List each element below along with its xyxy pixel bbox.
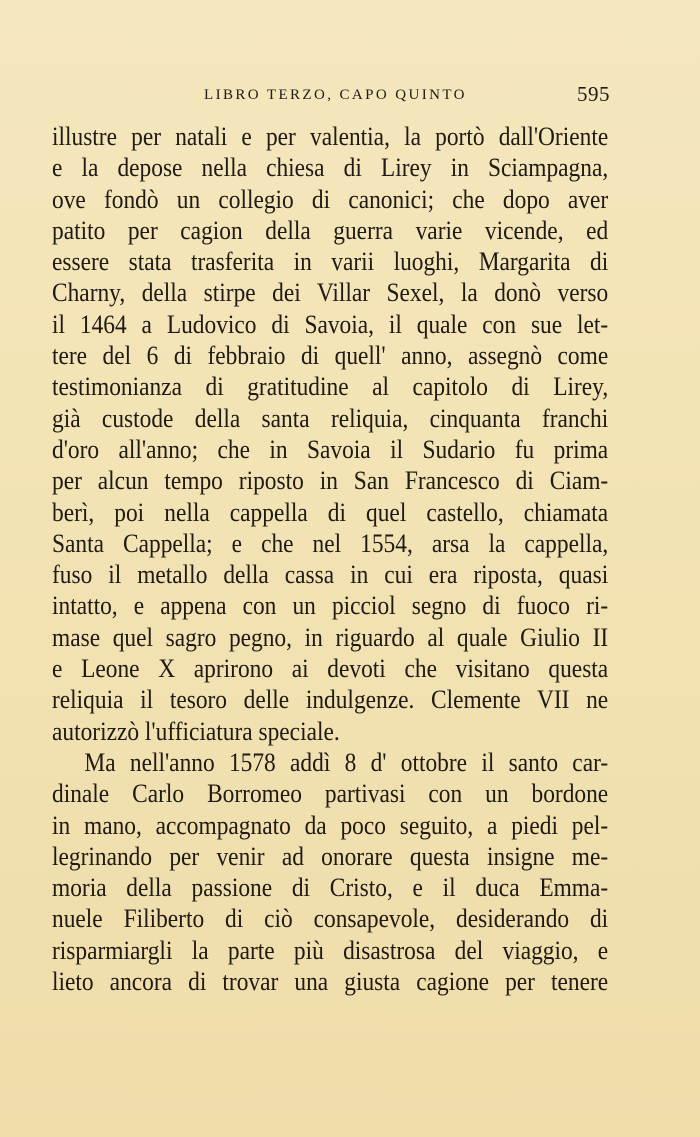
running-title: LIBRO TERZO, CAPO QUINTO: [204, 87, 467, 103]
text-line: fuso il metallo della cassa in cui era riposta, quasi: [52, 560, 609, 590]
text-line: risparmiargli la parte più disastrosa del viaggio, e: [52, 935, 609, 965]
text-line: Charny, della stirpe dei Villar Sexel, la donò verso: [52, 278, 609, 308]
text-line: e la depose nella chiesa di Lirey in Sciampagna,: [52, 153, 609, 183]
page-number: 595: [577, 82, 610, 106]
text-line: Ma nell'anno 1578 addì 8 d' ottobre il santo car-: [84, 747, 609, 777]
text-line: autorizzò l'ufficiatura speciale.: [52, 716, 340, 746]
body-text: [52, 121, 608, 997]
text-line: per alcun tempo riposto in San Francesco di Ciam-: [52, 466, 609, 496]
text-line: il 1464 a Ludovico di Savoia, il quale con sue let-: [52, 309, 609, 339]
text-line: Santa Cappella; e che nel 1554, arsa la cappella,: [52, 528, 609, 558]
text-line: nuele Filiberto di ciò consapevole, desiderando di: [52, 904, 609, 934]
text-line: essere stata trasferita in varii luoghi, Margarita di: [52, 247, 609, 277]
text-line: berì, poi nella cappella di quel castello, chiamata: [52, 497, 609, 527]
text-line: legrinando per venir ad onorare questa insigne me-: [52, 841, 609, 871]
text-line: tere del 6 di febbraio di quell' anno, assegnò come: [52, 341, 609, 371]
text-line: già custode della santa reliquia, cinquanta franchi: [52, 403, 609, 433]
text-line: in mano, accompagnato da poco seguito, a piedi pel-: [52, 810, 609, 840]
text-line: ove fondò un collegio di canonici; che dopo aver: [52, 184, 609, 214]
text-line: dinale Carlo Borromeo partivasi con un bordone: [52, 779, 609, 809]
text-line: testimonianza di gratitudine al capitolo di Lirey,: [52, 372, 609, 402]
text-line: illustre per natali e per valentia, la portò dall'Oriente: [52, 122, 609, 151]
text-line: d'oro all'anno; che in Savoia il Sudario fu prima: [52, 434, 609, 464]
text-line: reliquia il tesoro delle indulgenze. Clemente VII ne: [52, 685, 609, 715]
text-line: e Leone X aprirono ai devoti che visitano questa: [52, 654, 609, 684]
text-line: patito per cagion della guerra varie vicende, ed: [52, 215, 609, 245]
text-line: lieto ancora di trovar una giusta cagione per tenere: [52, 967, 609, 997]
text-line: intatto, e appena con un picciol segno di fuoco ri-: [52, 591, 609, 621]
text-line: mase quel sagro pegno, in riguardo al quale Giulio II: [52, 622, 609, 652]
running-head: [52, 84, 608, 108]
text-line: moria della passione di Cristo, e il duca Emma-: [52, 873, 609, 903]
